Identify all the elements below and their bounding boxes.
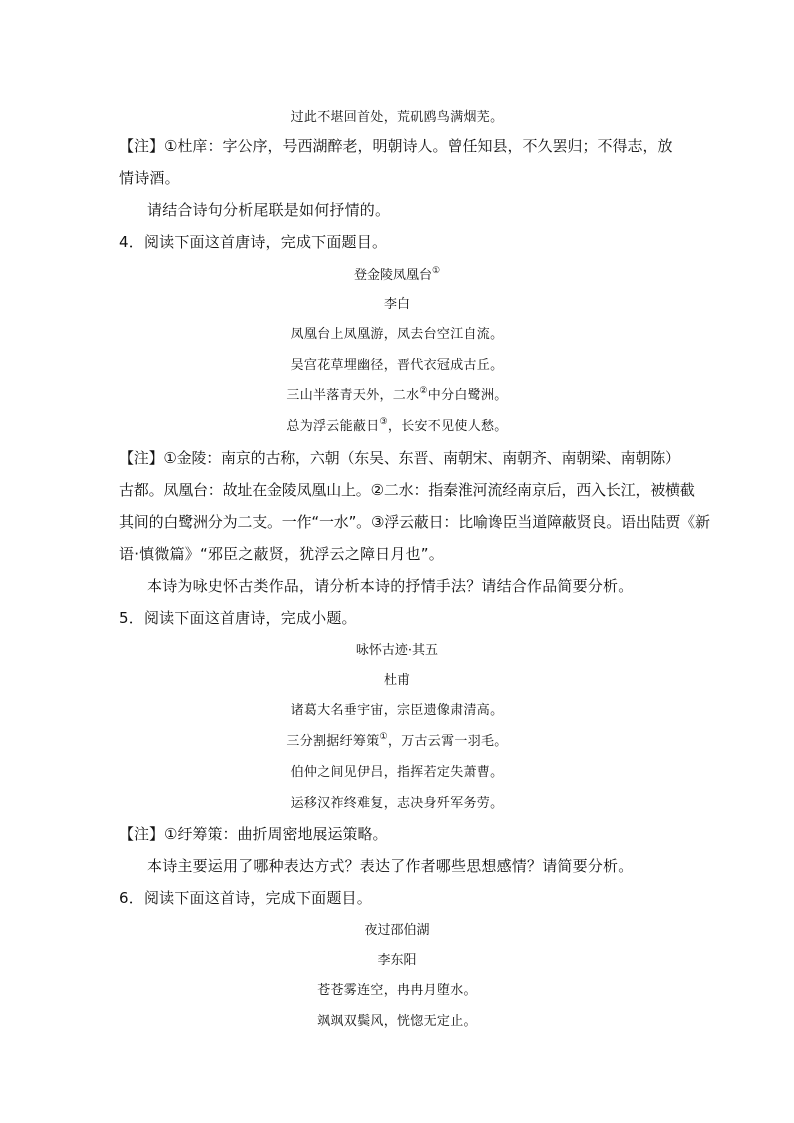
poem-title: 夜过邵伯湖	[364, 923, 430, 938]
note-text: 【注】①金陵：南京的古称，六朝（东吴、东晋、南朝宋、南朝齐、南朝梁、南朝陈）	[119, 449, 680, 467]
note-text: 【注】①杜庠：字公序，号西湖醉老，明朝诗人。曾任知县，不久罢归；不得志，放	[119, 137, 673, 155]
note-text: 语·慎微篇》“邪臣之蔽贤，犹浮云之障日月也”。	[119, 545, 444, 563]
poem-line: 凤凰台上凤凰游，凤去台空江自流。	[290, 327, 504, 342]
poem-line: 伯仲之间见伊吕，指挥若定失萧曹。	[290, 765, 504, 780]
footnote-marker: ①	[379, 732, 388, 742]
poem-title: 咏怀古迹·其五	[355, 643, 439, 658]
poem-line: 诸葛大名垂宇宙，宗臣遗像肃清高。	[290, 703, 504, 718]
poem-line: 三分割据纡筹策①，万古云霄一羽毛。	[286, 732, 508, 749]
note-text: 其间的白鹭洲分为二支。一作“一水”。③浮云蔽日：比喻谗臣当道障蔽贤良。语出陆贾《新	[119, 513, 710, 531]
question-prompt: 4．阅读下面这首唐诗，完成下面题目。	[119, 233, 388, 251]
poem-line: 过此不堪回首处，荒矶鸥鸟满烟芜。	[290, 110, 504, 125]
poem-line: 吴宫花草埋幽径，晋代衣冠成古丘。	[290, 358, 504, 373]
poem-line: 总为浮云能蔽日③，长安不见使人愁。	[286, 417, 508, 434]
note-text: 【注】①纡筹策：曲折周密地展运策略。	[119, 825, 388, 843]
poem-line: 运移汉祚终难复，志决身歼军务劳。	[290, 796, 504, 811]
question-text: 本诗主要运用了哪种表达方式？表达了作者哪些思想感情？请简要分析。	[147, 857, 634, 875]
poem-line: 苍苍雾连空，冉冉月堕水。	[317, 983, 477, 998]
note-text: 情诗酒。	[119, 169, 180, 187]
poem-title: 登金陵凤凰台①	[353, 266, 441, 283]
poem-line: 飒飒双鬓风，恍惚无定止。	[317, 1014, 477, 1029]
poem-author: 李白	[383, 297, 410, 312]
question-prompt: 5．阅读下面这首唐诗，完成小题。	[119, 609, 357, 627]
poem-author: 杜甫	[383, 673, 410, 688]
footnote-marker: ②	[419, 386, 428, 396]
poem-line: 三山半落青天外，二水②中分白鹭洲。	[286, 386, 508, 403]
question-text: 请结合诗句分析尾联是如何抒情的。	[147, 201, 391, 219]
note-text: 古都。凤凰台：故址在金陵凤凰山上。②二水：指秦淮河流经南京后，西入长江，被横截	[119, 481, 695, 499]
footnote-marker: ③	[379, 417, 388, 427]
question-text: 本诗为咏史怀古类作品，请分析本诗的抒情手法？请结合作品简要分析。	[147, 577, 634, 595]
poem-author: 李东阳	[377, 953, 417, 968]
footnote-marker: ①	[431, 266, 441, 276]
question-prompt: 6．阅读下面这首诗，完成下面题目。	[119, 889, 372, 907]
